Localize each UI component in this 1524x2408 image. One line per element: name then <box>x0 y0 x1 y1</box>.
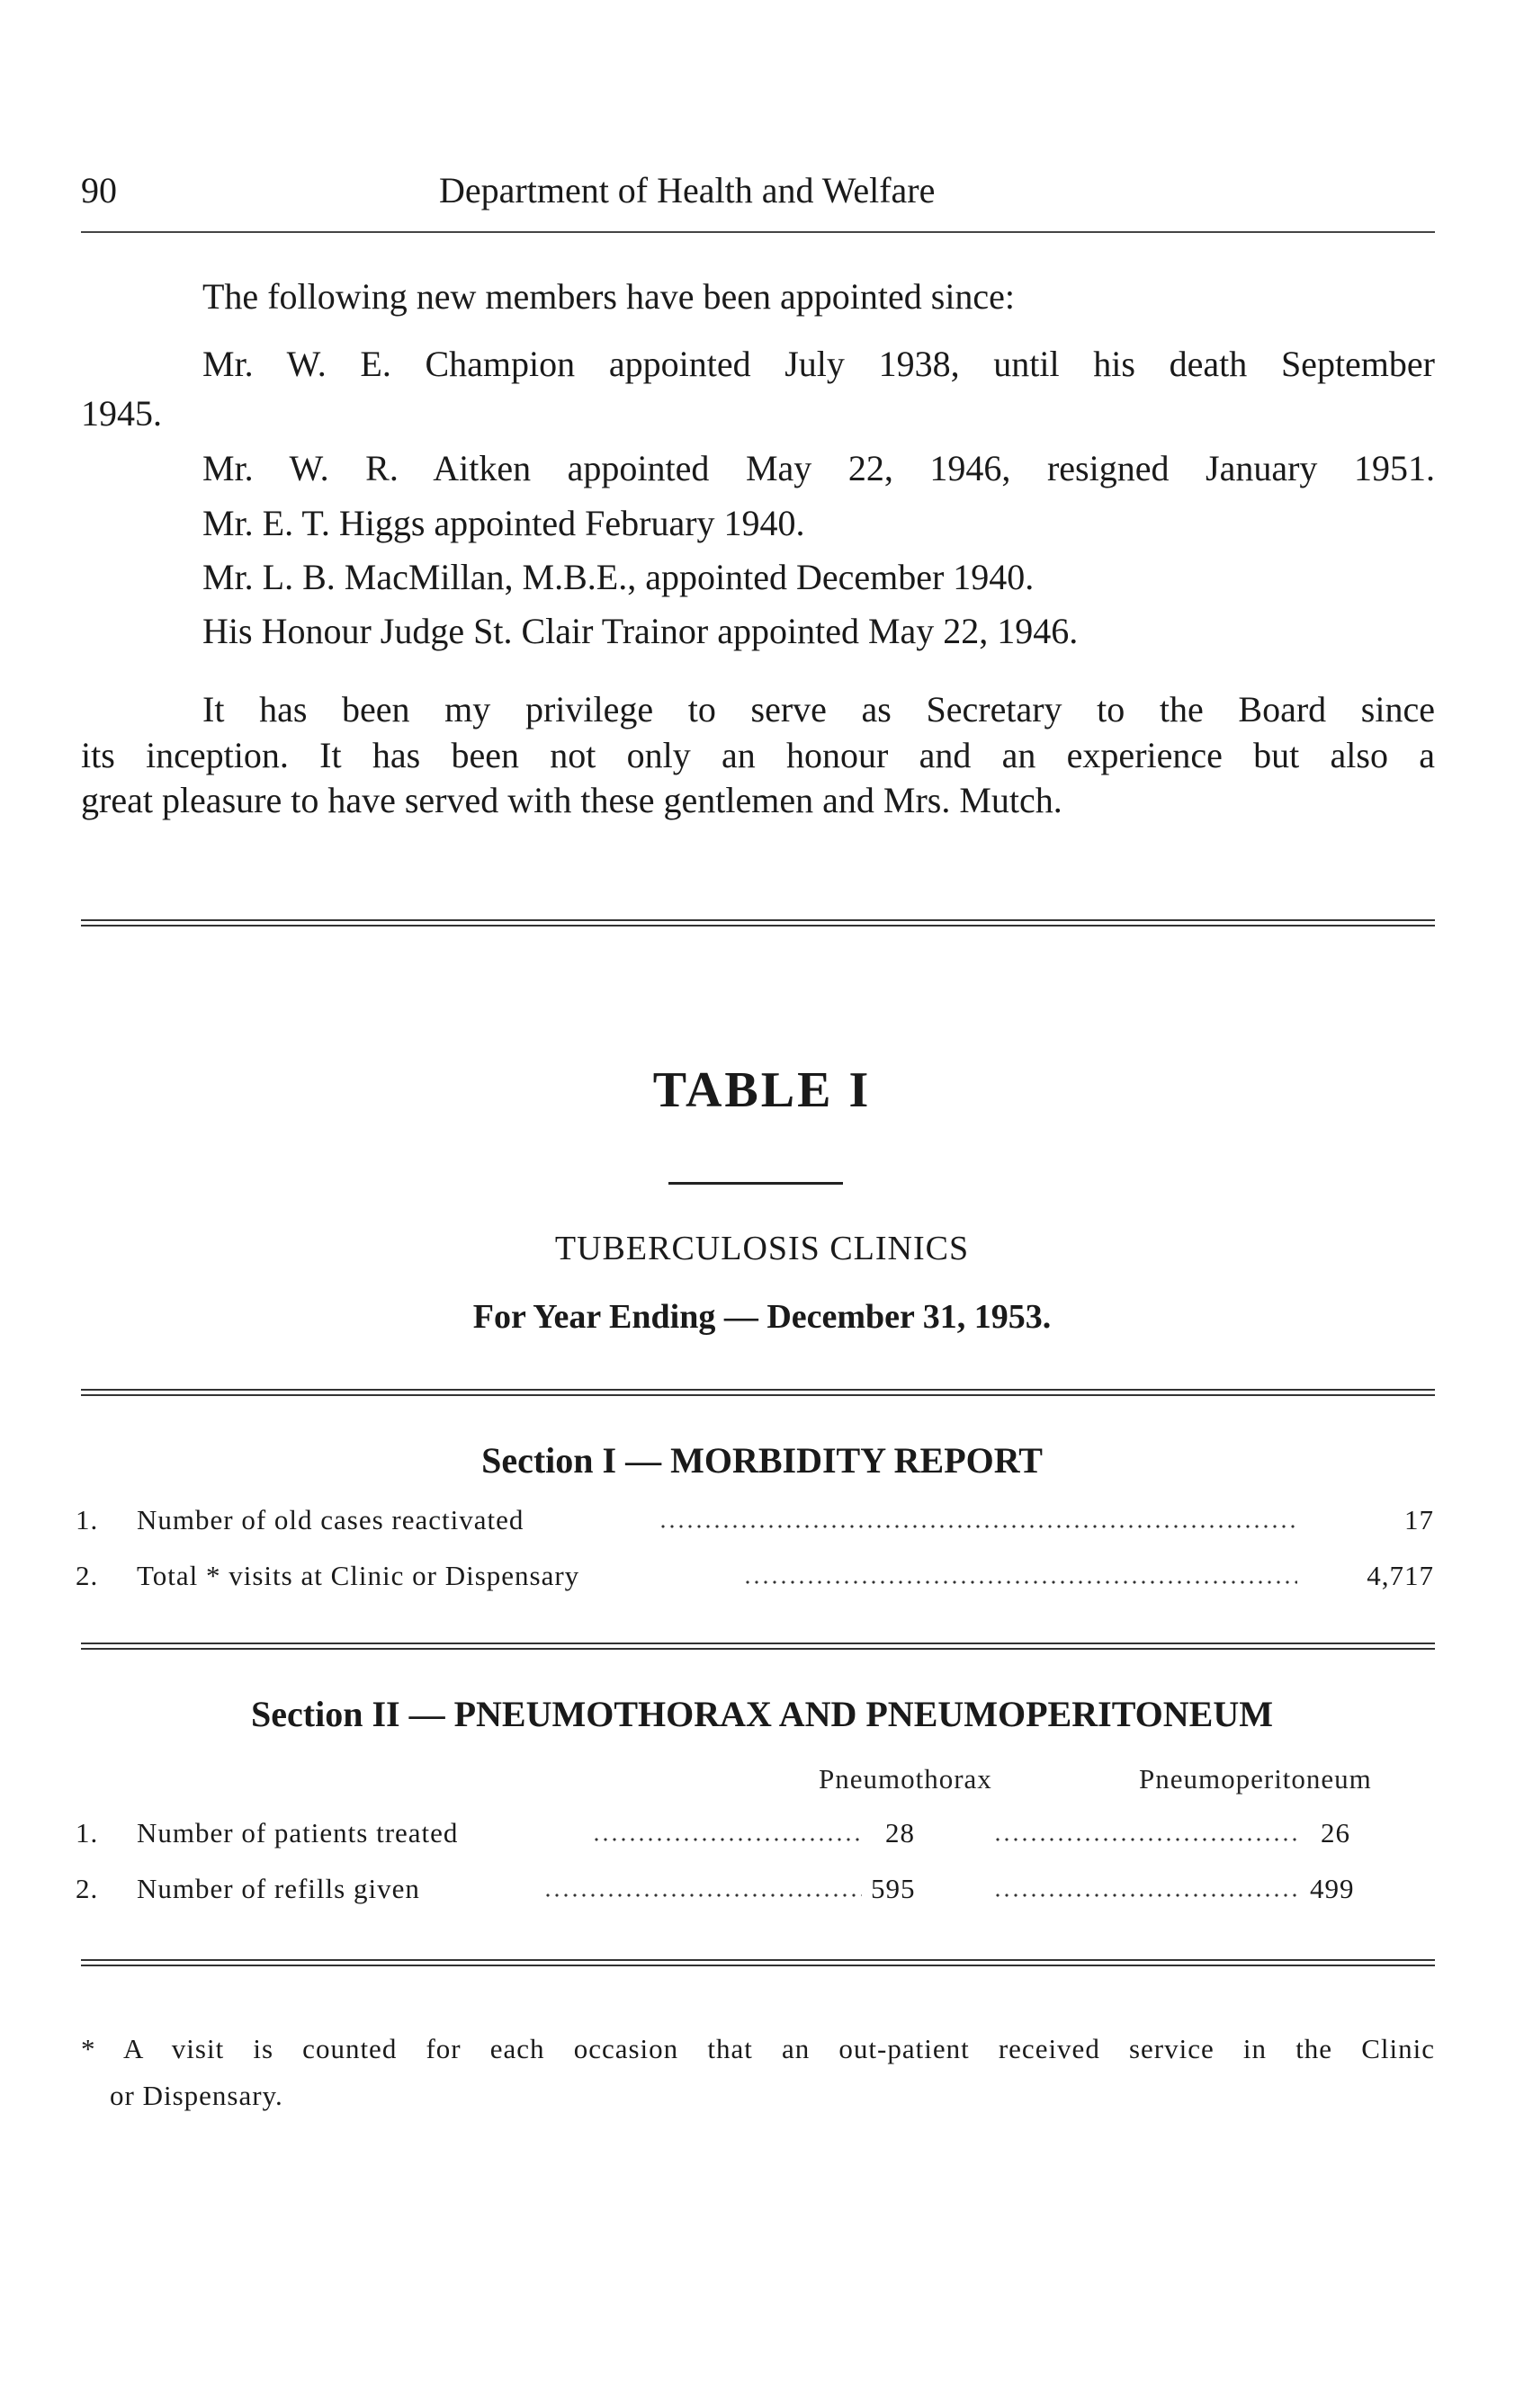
row-number: 2. <box>76 1873 99 1904</box>
pneumoperitoneum-value: 499 <box>1310 1873 1355 1904</box>
column-header-pneumothorax: Pneumothorax <box>819 1763 992 1795</box>
member-higgs: Mr. E. T. Higgs appointed February 1940. <box>202 503 805 543</box>
column-header-pneumoperitoneum: Pneumoperitoneum <box>1139 1763 1372 1795</box>
member-champion-line1: Mr. W. E. Champion appointed July 1938, until his death September <box>202 344 1435 384</box>
row-label: Number of patients treated <box>137 1817 459 1849</box>
footnote-line2: or Dispensary. <box>110 2080 283 2111</box>
table-row <box>76 1873 1434 1911</box>
section1-heading: Section I — MORBIDITY REPORT <box>481 1440 1043 1481</box>
row-label: Number of old cases reactivated <box>137 1504 524 1535</box>
pneumoperitoneum-value: 26 <box>1321 1817 1350 1849</box>
table-title: TABLE I <box>652 1062 872 1118</box>
footnote <box>81 2026 1435 2119</box>
pneumothorax-value: 28 <box>885 1817 915 1849</box>
section-divider <box>81 919 1435 926</box>
title-rule <box>668 1182 843 1185</box>
row-value: 17 <box>1404 1504 1434 1535</box>
table-row <box>76 1560 1434 1598</box>
table-bottom-rule <box>81 1959 1435 1966</box>
dot-leader <box>993 1882 1299 1900</box>
row-number: 2. <box>76 1560 99 1591</box>
privilege-line1: It has been my privilege to serve as Secretary to the Board since <box>202 689 1435 730</box>
page-header <box>81 169 1435 232</box>
member-aitken: Mr. W. R. Aitken appointed May 22, 1946, resigned January 1951. <box>202 448 1435 488</box>
section2-heading: Section II — PNEUMOTHORAX AND PNEUMOPERITONEUM <box>251 1694 1273 1734</box>
table-top-rule <box>81 1389 1435 1396</box>
row-number: 1. <box>76 1504 99 1535</box>
members-intro: The following new members have been appointed since: <box>202 276 1016 317</box>
member-champion-line2: 1945. <box>81 393 162 434</box>
row-label: Number of refills given <box>137 1873 420 1904</box>
table-subtitle: TUBERCULOSIS CLINICS <box>554 1230 970 1267</box>
privilege-line2: its inception. It has been not only an honour and an experience but also a <box>81 735 1435 775</box>
table-row <box>76 1817 1434 1855</box>
dot-leader <box>993 1826 1299 1844</box>
member-trainor: His Honour Judge St. Clair Trainor appointed May 22, 1946. <box>202 611 1079 651</box>
section1-bottom-rule <box>81 1643 1435 1650</box>
row-label: Total * visits at Clinic or Dispensary <box>137 1560 580 1591</box>
dot-leader <box>543 1882 862 1900</box>
row-number: 1. <box>76 1817 99 1849</box>
table-row <box>76 1504 1434 1542</box>
footnote-line1: * A visit is counted for each occasion that an out-patient received service in the Clinic <box>81 2033 1435 2064</box>
row-value: 4,717 <box>1367 1560 1434 1591</box>
dot-leader <box>592 1826 862 1844</box>
dot-leader <box>659 1513 1297 1531</box>
pneumothorax-value: 595 <box>871 1873 916 1904</box>
member-macmillan: Mr. L. B. MacMillan, M.B.E., appointed December 1940. <box>202 557 1035 597</box>
privilege-line3: great pleasure to have served with these gentlemen and Mrs. Mutch. <box>81 780 1062 820</box>
dot-leader <box>743 1569 1297 1587</box>
page-number: 90 <box>81 170 117 210</box>
header-rule <box>81 231 1435 233</box>
running-title: Department of Health and Welfare <box>439 170 936 210</box>
table-period: For Year Ending — December 31, 1953. <box>472 1298 1052 1336</box>
